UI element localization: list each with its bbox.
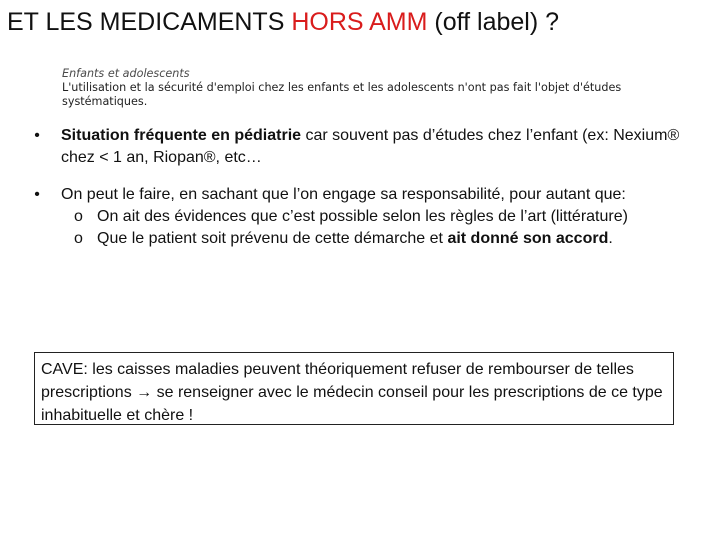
excerpt-line-1: L'utilisation et la sécurité d'emploi chez les enfants et les adolescents n'ont pas fait l'objet d'études	[62, 81, 622, 94]
title-part-3: (off label) ?	[427, 8, 560, 36]
sub-bullet-text: Que le patient soit prévenu de cette démarche et	[97, 230, 448, 247]
sub-bullet-marker: o	[74, 230, 83, 247]
bullet-icon: •	[34, 127, 40, 144]
bullet-icon: •	[34, 186, 40, 203]
excerpt-heading: Enfants et adolescents	[62, 67, 190, 80]
cave-text-1: CAVE: les caisses maladies peuvent théoriquement refuser de rembourser de telles prescriptions	[41, 361, 634, 401]
sub-bullet-consent	[61, 228, 700, 250]
leaflet-excerpt	[62, 67, 637, 109]
bullet-text: On peut le faire, en sachant que l’on engage sa responsabilité, pour autant que:	[61, 186, 626, 203]
sub-bullet-text: On ait des évidences que c’est possible selon les règles de l’art (littérature)	[97, 208, 628, 225]
excerpt-line-2: systématiques.	[62, 95, 148, 108]
bullet-list	[30, 125, 700, 250]
sub-bullet-text-end: .	[608, 230, 613, 247]
arrow-right-icon: →	[136, 384, 153, 401]
slide-title	[7, 8, 559, 37]
sub-bullet-marker: o	[74, 208, 83, 225]
bullet-bold-lead: Situation fréquente en pédiatrie	[61, 127, 302, 144]
cave-text-2: se renseigner avec le médecin conseil pour les prescriptions de ce type inhabituelle et chère !	[41, 384, 663, 424]
bullet-text: car souvent pas d’études chez l’enfant (ex: Nexium® chez < 1 an, Riopan®, etc…	[61, 127, 680, 166]
cave-warning-box	[34, 352, 674, 425]
sub-bullet-list	[61, 206, 700, 250]
title-part-1: ET LES MEDICAMENTS	[7, 8, 292, 36]
bullet-item-responsibility	[30, 184, 700, 250]
bullet-item-pediatrics	[30, 125, 700, 169]
title-highlight-hors-amm: HORS AMM	[291, 8, 428, 36]
sub-bullet-evidence	[61, 206, 700, 228]
sub-bullet-bold: ait donné son accord	[447, 230, 609, 247]
